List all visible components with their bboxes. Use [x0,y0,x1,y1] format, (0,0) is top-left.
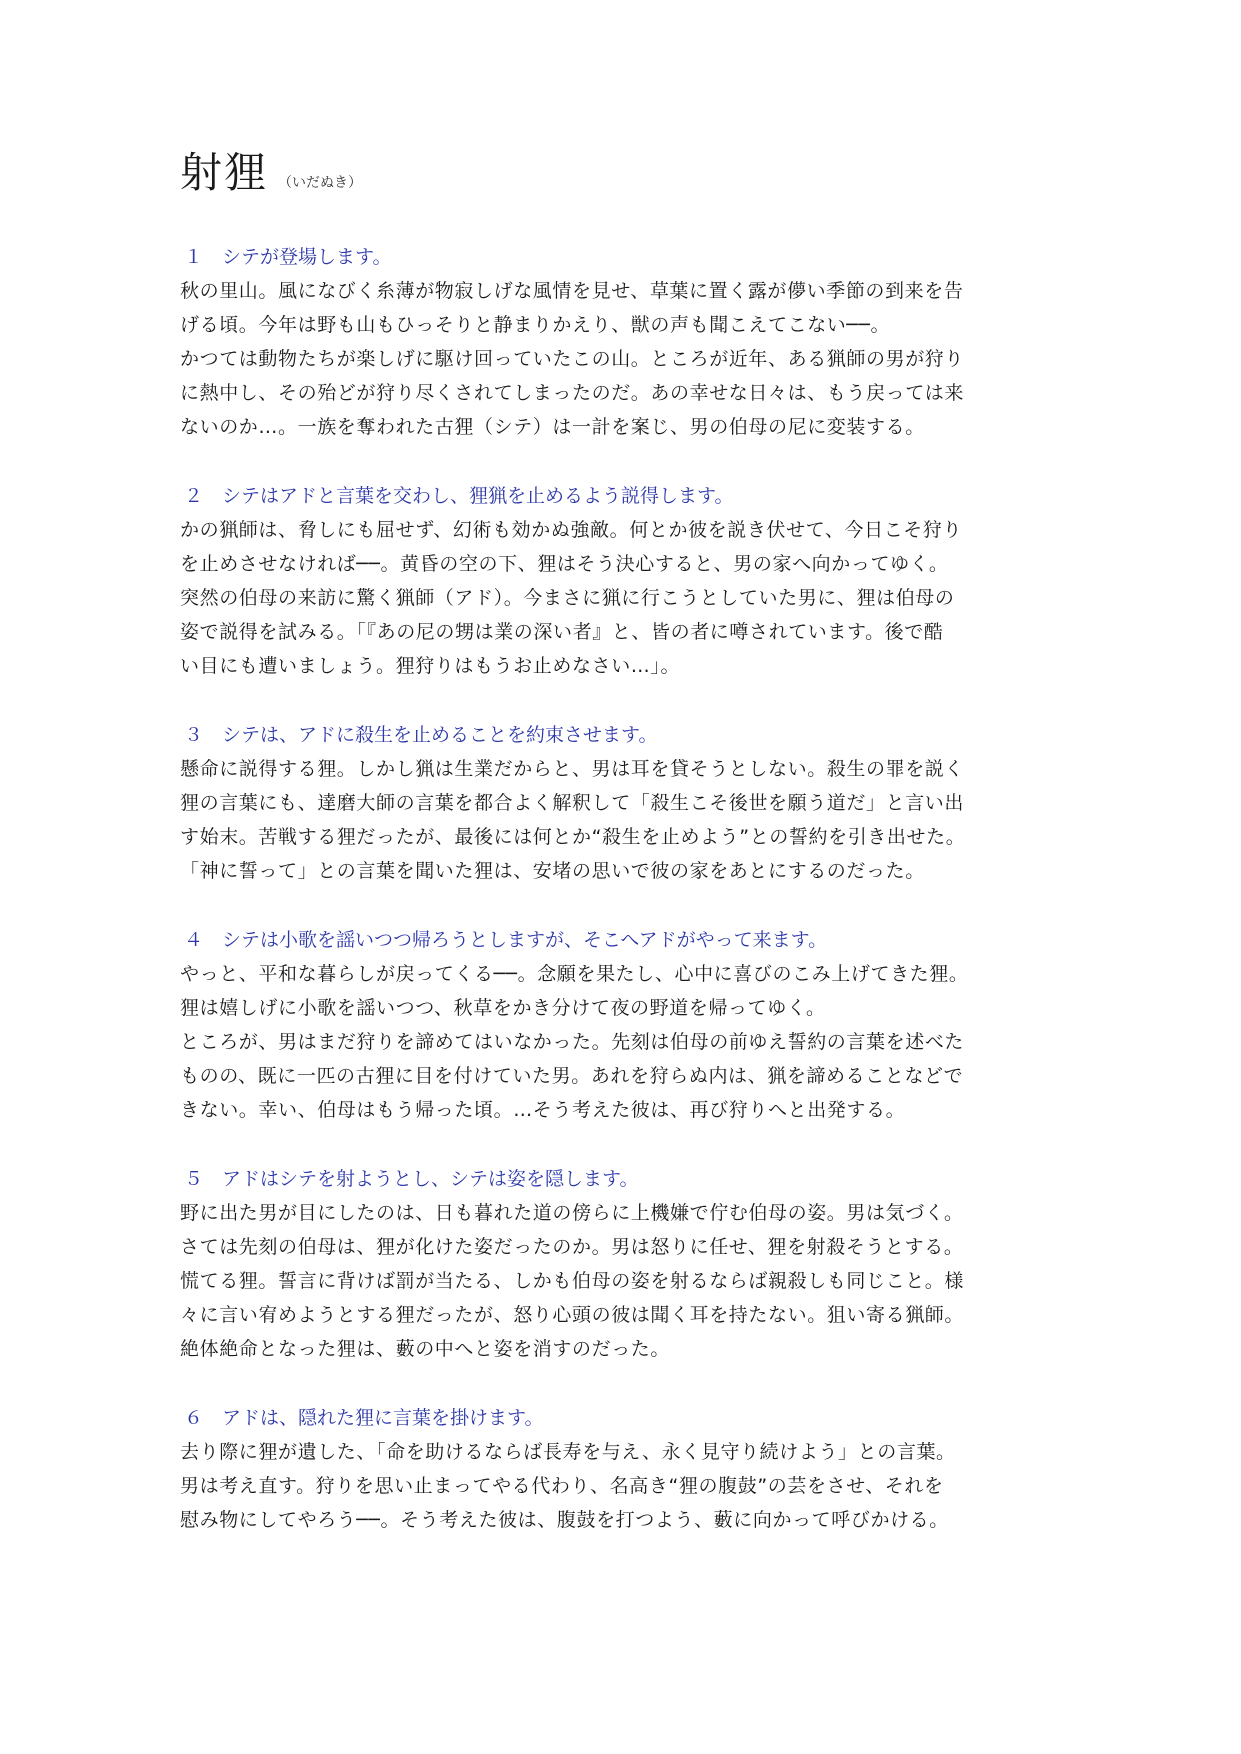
section-heading: ３ シテは、アドに殺生を止めることを約束させます。 [184,724,658,746]
section-heading: １ シテが登場します。 [184,246,392,268]
body-text-line: 慌てる狸。誓言に背けば罰が当たる、しかも伯母の姿を射るならば親殺しも同じこと。様 [180,1270,965,1292]
sections-container [180,240,1070,1537]
title-reading: （いだぬき） [278,175,363,191]
section-heading: ４ シテは小歌を謡いつつ帰ろうとしますが、そこへアドがやって来ます。 [184,929,828,951]
body-text-line: かつては動物たちが楽しげに駆け回っていたこの山。ところが近年、ある猟師の男が狩り [180,348,965,370]
body-text-line: ものの、既に一匹の古狸に目を付けていた男。あれを狩らぬ内は、猟を諦めることなどで [180,1065,964,1087]
section-heading: ５ アドはシテを射ようとし、シテは姿を隠します。 [184,1168,639,1190]
section-4 [180,923,1070,1127]
body-text-line: きない。幸い、伯母はもう帰った頃。…そう考えた彼は、再び狩りへと出発する。 [180,1099,906,1121]
body-text-line: 慰み物にしてやろう──。そう考えた彼は、腹鼓を打つよう、藪に向かって呼びかける。 [180,1509,949,1531]
body-text-line: 々に言い宥めようとする狸だったが、怒り心頭の彼は聞く耳を持たない。狙い寄る猟師。 [180,1304,965,1326]
document-page [180,140,1070,1572]
body-text-line: さては先刻の伯母は、狸が化けた姿だったのか。男は怒りに任せ、狸を射殺そうとする。 [180,1236,964,1258]
body-text-line: 突然の伯母の来訪に驚く猟師（アド）。今まさに猟に行こうとしていた男に、狸は伯母の [180,587,955,609]
body-text-line: 懸命に説得する狸。しかし猟は生業だからと、男は耳を貸そうとしない。殺生の罪を説く [180,758,965,780]
body-text-line: ないのか…。一族を奪われた古狸（シテ）は一計を案じ、男の伯母の尼に変装する。 [180,416,925,438]
body-text-line: 姿で説得を試みる。「『あの尼の甥は業の深い者』と、皆の者に噂されています。後で酷 [180,621,944,643]
title-row [180,140,1070,200]
section-heading: ６ アドは、隠れた狸に言葉を掛けます。 [184,1407,544,1429]
section-5 [180,1162,1070,1366]
body-text-line: やっと、平和な暮らしが戻ってくる──。念願を果たし、心中に喜びのこみ上げてきた狸。 [180,963,969,985]
body-text-line: ところが、男はまだ狩りを諦めてはいなかった。先刻は伯母の前ゆえ誓約の言葉を述べた [180,1031,965,1053]
section-3 [180,718,1070,888]
body-text-line: かの猟師は、脅しにも屈せず、幻術も効かぬ強敵。何とか彼を説き伏せて、今日こそ狩り [180,519,963,541]
body-text-line: 去り際に狸が遺した、「命を助けるならば長寿を与え、永く見守り続けよう」との言葉。 [180,1441,956,1463]
section-heading: ２ シテはアドと言葉を交わし、狸猟を止めるよう説得します。 [184,485,734,507]
body-text-line: 「神に誓って」との言葉を聞いた狸は、安堵の思いで彼の家をあとにするのだった。 [180,860,925,882]
body-text-line: す始末。苦戦する狸だったが、最後には何とか“殺生を止めよう”との誓約を引き出せた。 [180,826,966,848]
body-text-line: 男は考え直す。狩りを思い止まってやる代わり、名高き“狸の腹鼓”の芸をさせ、それを [180,1475,944,1497]
body-text-line: 秋の里山。風になびく糸薄が物寂しげな風情を見せ、草葉に置く露が儚い季節の到来を告 [180,280,964,302]
body-text-line: 狸の言葉にも、達磨大師の言葉を都合よく解釈して「殺生こそ後世を願う道だ」と言い出 [180,792,965,814]
page-title: 射狸 [180,148,269,197]
body-text-line: に熱中し、その殆どが狩り尽くされてしまったのだ。あの幸せな日々は、もう戻っては来 [180,382,965,404]
body-text-line: を止めさせなければ──。黄昏の空の下、狸はそう決心すると、男の家へ向かってゆく。 [180,553,949,575]
section-1 [180,240,1070,444]
body-text-line: げる頃。今年は野も山もひっそりと静まりかえり、獣の声も聞こえてこない──。 [180,314,891,336]
body-text-line: い目にも遭いましょう。狸狩りはもうお止めなさい…」。 [180,655,681,677]
body-text-line: 野に出た男が目にしたのは、日も暮れた道の傍らに上機嫌で佇む伯母の姿。男は気づく。 [180,1202,964,1224]
body-text-line: 狸は嬉しげに小歌を謡いつつ、秋草をかき分けて夜の野道を帰ってゆく。 [180,997,826,1019]
body-text-line: 絶体絶命となった狸は、藪の中へと姿を消すのだった。 [180,1338,671,1360]
section-6 [180,1401,1070,1537]
section-2 [180,479,1070,683]
